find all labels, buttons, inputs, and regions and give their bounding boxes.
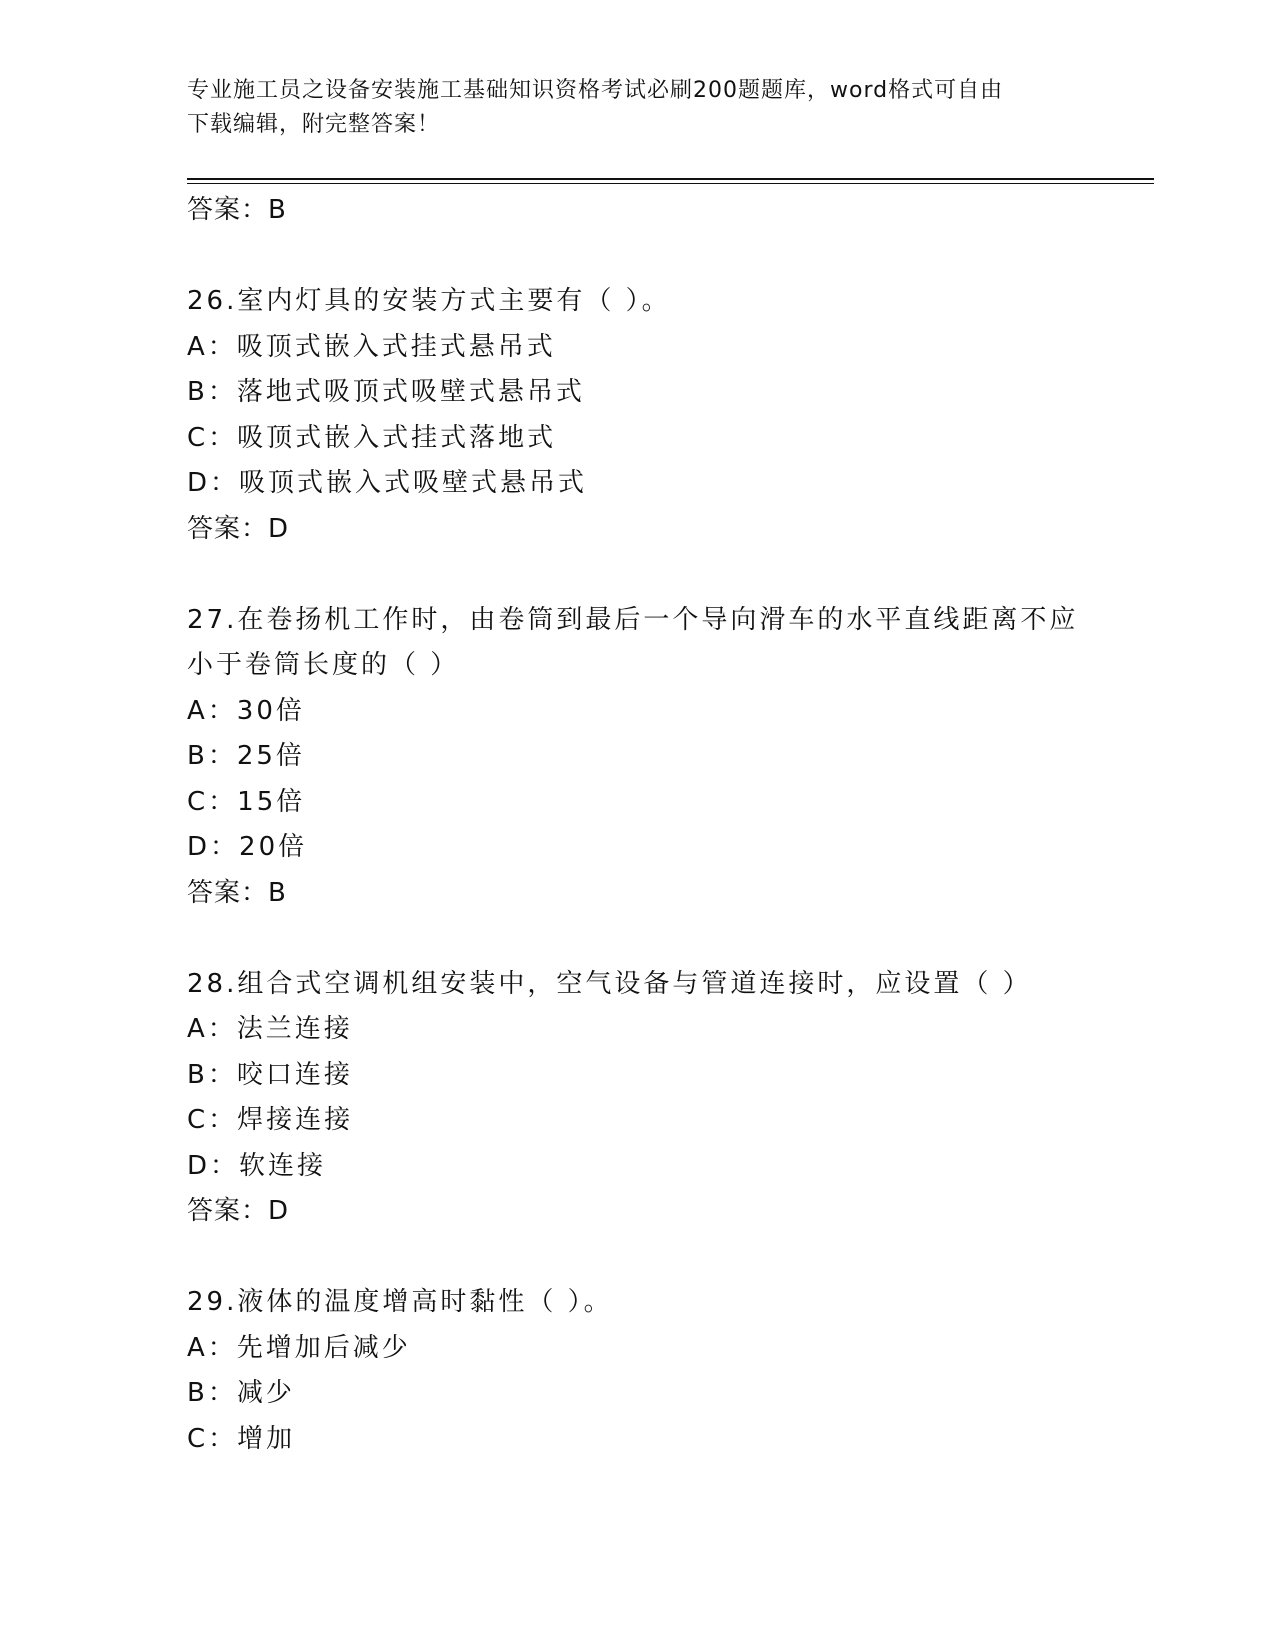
option-d: D：软连接 xyxy=(187,1150,327,1181)
question-26 xyxy=(187,279,1087,552)
question-title: 28.组合式空调机组安装中，空气设备与管道连接时，应设置（ ） xyxy=(187,968,1032,999)
option-c: C：增加 xyxy=(187,1423,296,1454)
header-divider-thin xyxy=(187,183,1154,184)
spacer xyxy=(187,552,1087,598)
option-c: C：吸顶式嵌入式挂式落地式 xyxy=(187,422,557,453)
option-b: B：咬口连接 xyxy=(187,1059,353,1090)
option-a: A：吸顶式嵌入式挂式悬吊式 xyxy=(187,331,556,362)
option-b: B：25倍 xyxy=(187,741,305,771)
question-title: 26.室内灯具的安装方式主要有（ ）。 xyxy=(187,286,671,316)
question-list xyxy=(187,188,1087,1462)
question-title-line-1: 27.在卷扬机工作时，由卷筒到最后一个导向滑车的水平直线距离不应 xyxy=(187,604,1079,635)
header-line-2: 下载编辑，附完整答案！ xyxy=(187,112,441,137)
option-b: B：减少 xyxy=(187,1378,295,1408)
option-b: B：落地式吸顶式吸壁式悬吊式 xyxy=(187,377,585,407)
question-title: 29.液体的温度增高时黏性（ ）。 xyxy=(187,1287,613,1317)
spacer xyxy=(187,1235,1087,1281)
question-27 xyxy=(187,598,1087,917)
answer: 答案：D xyxy=(187,513,290,544)
option-c: C：焊接连接 xyxy=(187,1105,354,1135)
question-28 xyxy=(187,962,1087,1235)
answer: 答案：B xyxy=(187,877,287,908)
option-a: A：法兰连接 xyxy=(187,1014,353,1044)
spacer xyxy=(187,916,1087,962)
question-title-line-2: 小于卷筒长度的（ ） xyxy=(187,650,460,680)
option-c: C：15倍 xyxy=(187,786,306,817)
previous-answer: 答案：B xyxy=(187,195,287,225)
answer: 答案：D xyxy=(187,1196,290,1226)
header-divider-thick xyxy=(187,178,1154,180)
question-29 xyxy=(187,1280,1087,1462)
option-a: A：30倍 xyxy=(187,695,305,726)
spacer xyxy=(187,234,1087,280)
option-a: A：先增加后减少 xyxy=(187,1332,411,1363)
document-header xyxy=(187,74,1067,142)
header-line-1: 专业施工员之设备安装施工基础知识资格考试必刷200题题库，word格式可自由 xyxy=(187,78,1004,103)
option-d: D：20倍 xyxy=(187,832,308,862)
option-d: D：吸顶式嵌入式吸壁式悬吊式 xyxy=(187,468,588,498)
